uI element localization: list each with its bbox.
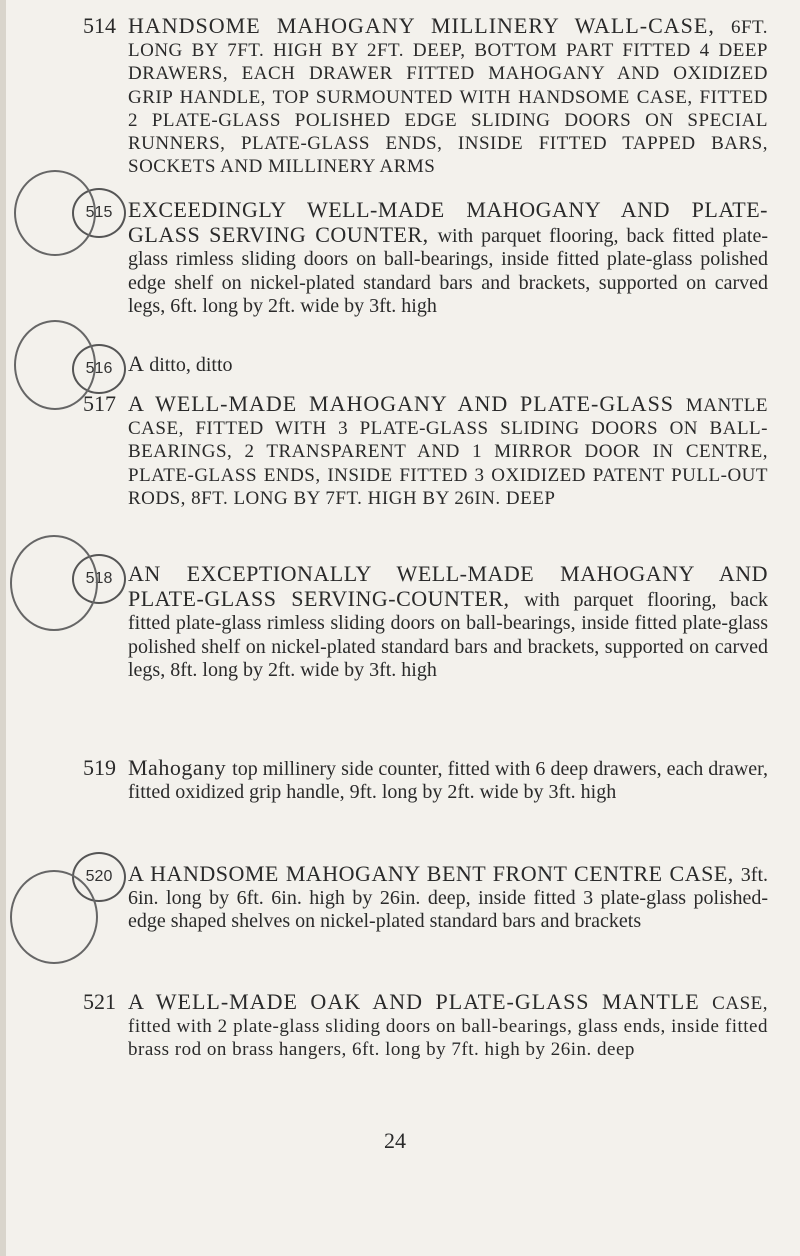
handwritten-circle-mark [14,170,96,256]
lot-520 [128,862,768,934]
lot-lead: AN EXCEPTIONALLY WELL-MADE MAHOGANY AND PLATE-GLASS SERVING-COUNTER, [128,561,768,612]
lot-number: 517 [83,391,116,416]
lot-514 [83,13,768,178]
lot-body: with parquet flooring, back fitted plate-glass rimless sliding doors on ball-bearings, inside fitted plate-glass polished edge shelf on nickel-plated standard bars and brackets, supported on carved legs, 6ft. long by 2ft. wide by 3ft. high [128,225,768,317]
handwritten-circle-mark [10,870,98,964]
lot-number: 515 [85,204,113,221]
lot-number: 516 [85,360,113,377]
lot-519 [83,755,768,804]
lot-lead: EXCEEDINGLY WELL-MADE MAHOGANY AND PLATE-GLASS SERVING COUNTER, [128,197,768,248]
lot-description [128,14,768,178]
lot-517 [83,391,768,510]
lot-description [128,862,768,934]
lot-description [128,990,768,1062]
lot-lead: A WELL-MADE MAHOGANY AND PLATE-GLASS [128,391,686,416]
lot-description [128,756,768,804]
lot-515 [128,198,768,318]
lot-body: CASE, fitted with 2 plate-glass sliding doors on ball-bearings, glass ends, inside fitted brass rod on brass hangers, 6ft. long by 7ft. high by 26in. deep [128,993,768,1061]
lot-body: 6FT. LONG BY 7FT. HIGH BY 2FT. DEEP, BOTTOM PART FITTED 4 DEEP DRAWERS, EACH DRAWER FITTED MAHOGANY AND OXIDIZED GRIP HANDLE, TOP SURMOUNTED WITH HANDSOME CASE, FITTED 2 PLATE-GLASS POLISHED EDGE SLIDING DOORS ON SPECIAL RUNNERS, PLATE-GLASS ENDS, INSIDE FITTED TAPPED BARS, SOCKETS AND MILLINERY ARMS [128,17,768,178]
lot-description [128,198,768,318]
lot-number: 514 [83,13,116,38]
lot-lead: A HANDSOME MAHOGANY BENT FRONT CENTRE CASE, [128,861,741,886]
page-number: 24 [384,1128,406,1153]
lot-516 [128,352,768,377]
lot-body: ditto, ditto [149,354,233,376]
lot-lead: A [128,351,150,376]
lot-number: 518 [85,570,113,587]
lot-lead: Mahogany [128,755,233,780]
lot-description [128,562,768,682]
lot-body: 3ft. 6in. long by 6ft. 6in. high by 26in. deep, inside fitted 3 plate-glass polished-edge shaped shelves on nickel-plated standard bars and brackets [128,864,768,933]
lot-description [128,392,768,510]
handwritten-circle-mark [14,320,96,410]
lot-521 [83,989,768,1062]
lot-number: 520 [85,868,113,885]
page-edge [0,0,6,1256]
lot-body: top millinery side counter, fitted with 6 deep drawers, each drawer, fitted oxidized grip handle, 9ft. long by 2ft. wide by 3ft. high [128,758,768,804]
lot-lead: HANDSOME MAHOGANY MILLINERY WALL-CASE, [128,13,731,38]
lot-lead: A WELL-MADE OAK AND PLATE-GLASS MANTLE [128,989,713,1014]
lot-description [128,352,768,377]
lot-body: MANTLE CASE, FITTED WITH 3 PLATE-GLASS SLIDING DOORS ON BALL-BEARINGS, 2 TRANSPARENT AND 1 MIRROR DOOR IN CENTRE, PLATE-GLASS ENDS, INSIDE FITTED 3 OXIDIZED PATENT PULL-OUT RODS, 8FT. LONG BY 7FT. HIGH BY 26IN. DEEP [128,395,768,509]
lot-number: 519 [83,755,116,780]
handwritten-circle-mark [10,535,98,631]
lot-518 [128,562,768,682]
lot-number: 521 [83,989,116,1014]
lot-body: with parquet flooring, back fitted plate-glass rimless sliding doors on ball-bearings, inside fitted plate-glass polished shelf on nickel-plated standard bars and brackets, supported on carved legs, 8ft. long by 2ft. wide by 3ft. high [128,589,768,681]
